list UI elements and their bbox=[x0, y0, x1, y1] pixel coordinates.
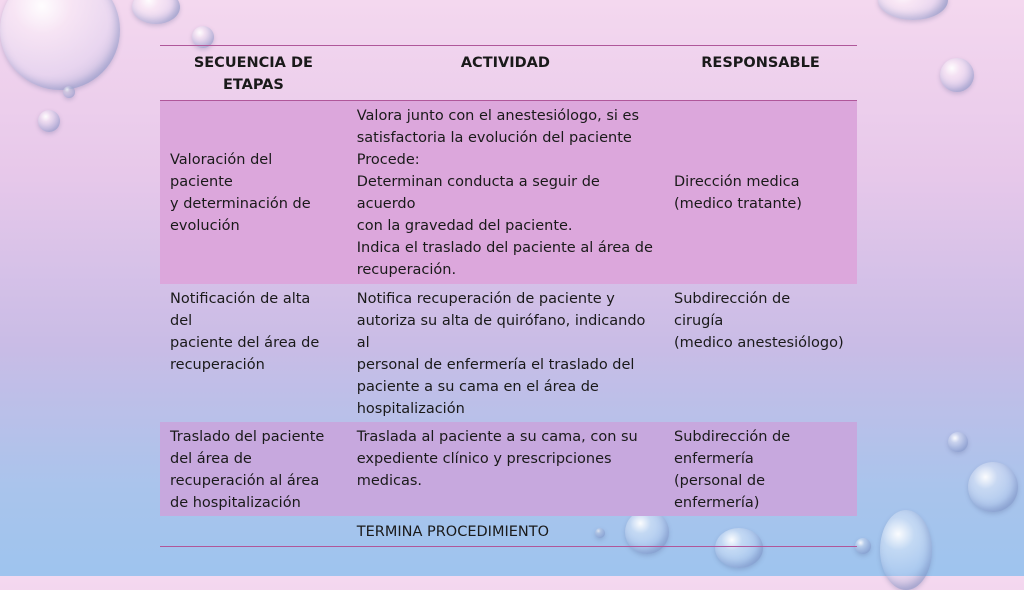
procedure-table bbox=[160, 45, 857, 547]
cell-footer bbox=[347, 516, 664, 547]
header-text: SECUENCIA DE bbox=[193, 55, 313, 71]
cell-text: y determinación de bbox=[170, 196, 311, 212]
cell-text: del área de bbox=[170, 451, 252, 467]
decorative-bubble bbox=[880, 510, 932, 590]
header-text: ACTIVIDAD bbox=[460, 55, 550, 71]
cell-etapa bbox=[160, 284, 347, 422]
decorative-bubble bbox=[855, 538, 871, 554]
header-text: ETAPAS bbox=[222, 77, 284, 93]
cell-text: medicas. bbox=[356, 473, 423, 489]
cell-text: paciente a su cama en el área de bbox=[356, 379, 599, 395]
cell-text: evolución bbox=[170, 218, 240, 234]
cell-empty bbox=[160, 516, 347, 547]
table-header-row bbox=[160, 46, 857, 101]
cell-text: Subdirección de bbox=[674, 429, 791, 445]
header-responsable bbox=[664, 46, 857, 101]
cell-text: enfermería bbox=[674, 451, 754, 467]
cell-text: Notificación de alta del bbox=[170, 291, 311, 329]
cell-text: recuperación al área bbox=[170, 473, 320, 489]
cell-text: Notifica recuperación de paciente y bbox=[356, 291, 615, 307]
cell-text: cirugía bbox=[674, 313, 724, 329]
decorative-bubble bbox=[132, 0, 180, 24]
header-text: RESPONSABLE bbox=[701, 55, 820, 71]
cell-actividad bbox=[347, 101, 664, 285]
footer-text: TERMINA PROCEDIMIENTO bbox=[356, 524, 550, 540]
cell-actividad bbox=[347, 422, 664, 516]
cell-text: recuperación. bbox=[356, 262, 457, 278]
header-actividad bbox=[347, 46, 664, 101]
cell-text: (medico anestesiólogo) bbox=[674, 335, 844, 351]
cell-responsable bbox=[664, 101, 857, 285]
cell-text: con la gravedad del paciente. bbox=[356, 218, 573, 234]
cell-text: (personal de bbox=[674, 473, 766, 489]
header-secuencia-etapas bbox=[160, 46, 347, 101]
decorative-bubble bbox=[940, 58, 974, 92]
cell-responsable bbox=[664, 422, 857, 516]
cell-text: autoriza su alta de quirófano, indicando al bbox=[356, 313, 646, 351]
cell-actividad bbox=[347, 284, 664, 422]
cell-text: Indica el traslado del paciente al área de bbox=[356, 240, 653, 256]
decorative-bubble bbox=[948, 432, 968, 452]
cell-text: Valoración del paciente bbox=[170, 152, 273, 190]
cell-text: Traslado del paciente bbox=[170, 429, 325, 445]
cell-empty bbox=[664, 516, 857, 547]
cell-text: personal de enfermería el traslado del bbox=[356, 357, 635, 373]
cell-text: enfermería) bbox=[674, 495, 760, 511]
decorative-bubble bbox=[38, 110, 60, 132]
cell-responsable bbox=[664, 284, 857, 422]
decorative-bubble bbox=[968, 462, 1018, 512]
cell-text: Determinan conducta a seguir de acuerdo bbox=[356, 174, 600, 212]
cell-text: Dirección medica bbox=[674, 174, 800, 190]
cell-text: hospitalización bbox=[356, 401, 465, 417]
cell-text: Traslada al paciente a su cama, con su bbox=[356, 429, 638, 445]
cell-text: recuperación bbox=[170, 357, 265, 373]
decorative-bubble bbox=[63, 86, 75, 98]
table-footer-row bbox=[160, 516, 857, 547]
decorative-bubble bbox=[0, 0, 120, 90]
cell-text: Subdirección de bbox=[674, 291, 791, 307]
cell-text: Procede: bbox=[356, 152, 420, 168]
cell-text: expediente clínico y prescripciones bbox=[356, 451, 612, 467]
table-row bbox=[160, 422, 857, 516]
cell-text: paciente del área de bbox=[170, 335, 320, 351]
table-row bbox=[160, 101, 857, 285]
decorative-bubble bbox=[878, 0, 948, 20]
cell-text: Valora junto con el anestesiólogo, si es bbox=[356, 108, 640, 124]
cell-text: satisfactoria la evolución del paciente bbox=[356, 130, 632, 146]
cell-text: (medico tratante) bbox=[674, 196, 802, 212]
cell-etapa bbox=[160, 101, 347, 285]
cell-etapa bbox=[160, 422, 347, 516]
cell-text: de hospitalización bbox=[170, 495, 301, 511]
table-row bbox=[160, 284, 857, 422]
